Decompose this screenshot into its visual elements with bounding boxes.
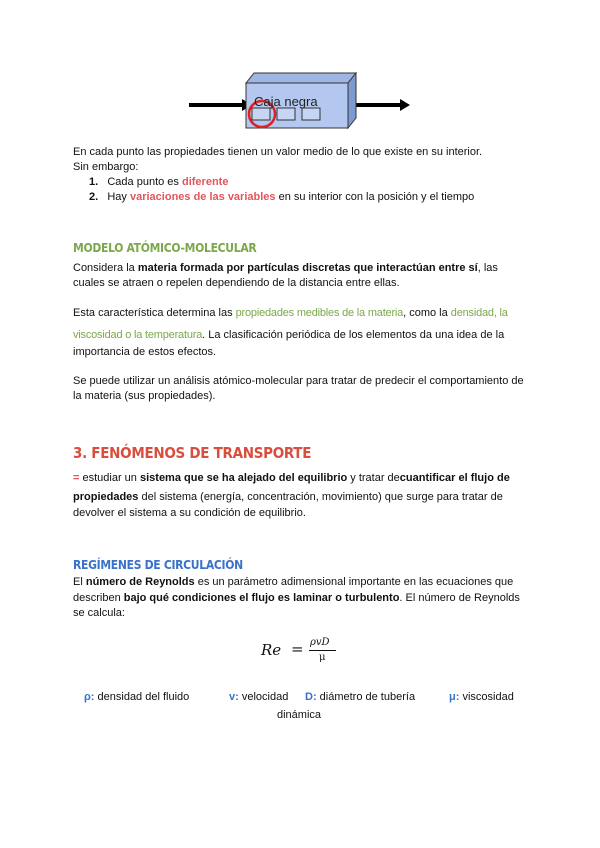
modelo-p2-line3: importancia de estos efectos.	[73, 346, 217, 358]
heading-modelo: MODELO ATÓMICO-MOLECULAR	[73, 241, 257, 255]
formula-denominator: μ	[319, 652, 326, 663]
modelo-p1-line1: Considera la materia formada por partículas discretas que interactúan entre sí, las	[73, 262, 498, 274]
regimenes-line2: describen bajo qué condiciones el flujo es laminar o turbulento. El número de Reynolds	[73, 592, 520, 604]
intro-line-1: En cada punto las propiedades tienen un valor medio de lo que existe en su interior.	[73, 146, 483, 158]
legend-v: v: velocidad	[229, 691, 289, 703]
regimenes-line1: El número de Reynolds es un parámetro adimensional importante en las ecuaciones que	[73, 576, 514, 588]
modelo-p2-line2: viscosidad o la temperatura. La clasificación periódica de los elementos da una idea de la	[73, 329, 505, 341]
transporte-line1: = estudiar un sistema que se ha alejado del equilibrio y tratar decuantificar el flujo de	[73, 472, 510, 484]
heading-regimenes: REGÍMENES DE CIRCULACIÓN	[73, 558, 243, 572]
intro-line-2: Sin embargo:	[73, 161, 139, 173]
fraction-bar	[309, 650, 336, 651]
box-label: Caja negra	[254, 94, 318, 109]
formula-equals: =	[291, 640, 304, 658]
transporte-line3: devolver el sistema a su condición de equilibrio.	[73, 507, 306, 519]
modelo-p1-line2: cuales se atraen o repelen dependiendo de la distancia entre ellas.	[73, 277, 400, 289]
modelo-p3-line2: la materia (sus propiedades).	[73, 390, 216, 402]
legend-mu-line2: dinámica	[277, 709, 322, 721]
list-item-1: 1. Cada punto es diferente	[89, 176, 229, 188]
highlight-variaciones: variaciones de las variables	[129, 191, 276, 203]
regimenes-line3: se calcula:	[73, 607, 125, 619]
legend-rho: ρ: densidad del fluido	[84, 691, 190, 703]
formula-numerator: ρvD	[310, 637, 330, 648]
modelo-p3-line1: Se puede utilizar un análisis atómico-molecular para tratar de predecir el comportamiento de	[73, 375, 524, 387]
reynolds-formula	[258, 636, 348, 670]
legend-d: D: diámetro de tubería	[305, 691, 416, 703]
modelo-p2-line1: Esta característica determina las propiedades medibles de la materia, como la densidad, la	[73, 307, 508, 319]
transporte-line2: propiedades del sistema (energía, concentración, movimiento) que surge para tratar de	[73, 491, 503, 503]
list-item-2: 2. Hay variaciones de las variables en su interior con la posición y el tiempo	[89, 191, 475, 203]
legend-mu: μ: viscosidad	[449, 691, 514, 703]
black-box-diagram	[180, 68, 420, 132]
highlight-diferente: diferente	[181, 176, 229, 188]
formula-lhs: Re	[261, 641, 282, 659]
heading-transporte: 3. FENÓMENOS DE TRANSPORTE	[73, 444, 312, 462]
